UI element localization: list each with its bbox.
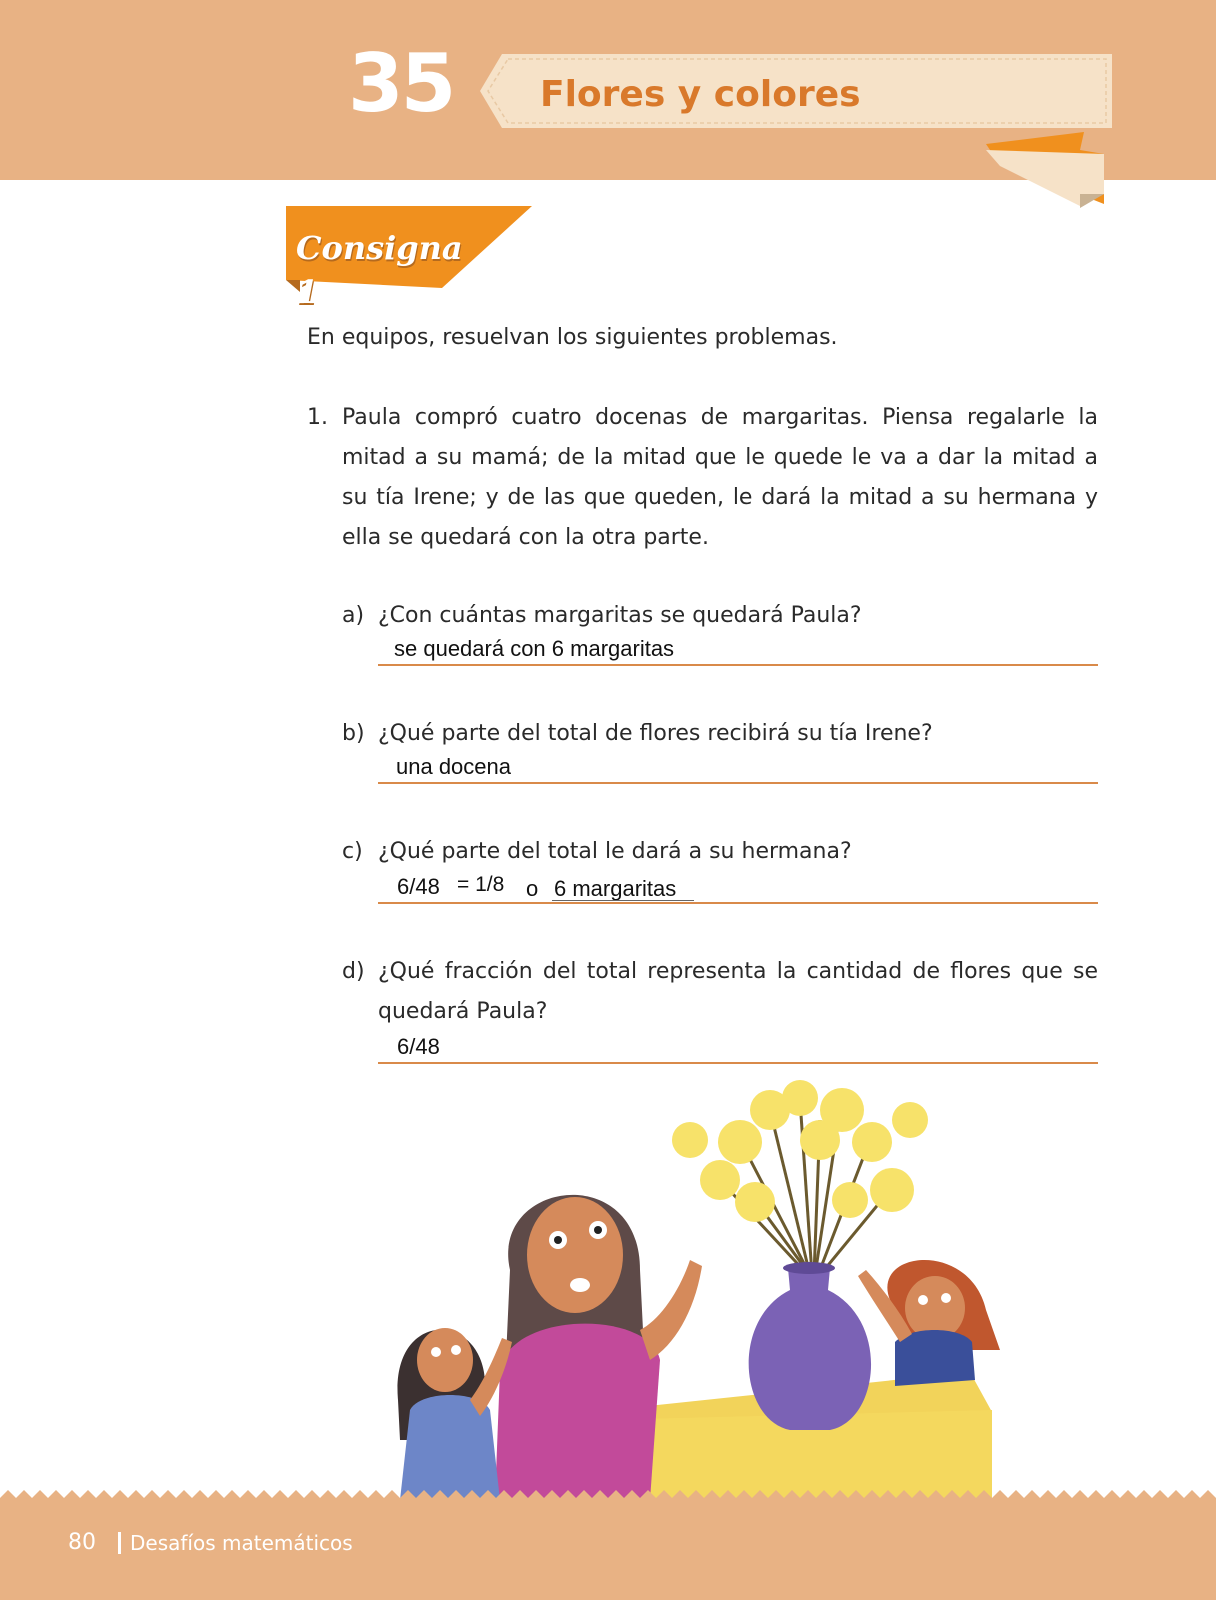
answer-c-count: 6 margaritas	[554, 876, 677, 901]
consigna-label: Consigna 1	[296, 229, 463, 311]
question-text-a: ¿Con cuántas margaritas se quedará Paula?	[378, 603, 862, 628]
question-text-c: ¿Qué parte del total le dará a su hermana?	[378, 839, 852, 864]
question-letter-b: b)	[342, 721, 365, 746]
lesson-number: 35	[348, 37, 454, 130]
answer-d: 6/48	[397, 1034, 440, 1059]
answer-c-or: o	[526, 876, 539, 901]
question-text-b: ¿Qué parte del total de flores recibirá su tía Irene?	[378, 721, 933, 746]
lesson-title: Flores y colores	[540, 74, 861, 115]
footer-zigzag-edge	[0, 1490, 1216, 1504]
vase	[749, 1268, 871, 1430]
girl-left-face	[417, 1328, 473, 1392]
answer-c-underline	[552, 900, 694, 901]
answer-c-simplified: = 1/8	[457, 873, 505, 896]
answer-c-fraction: 6/48	[397, 874, 440, 899]
answer-line-d	[378, 1062, 1098, 1064]
girl-right-shirt	[895, 1330, 975, 1386]
question-text-d: ¿Qué fracción del total representa la cantidad de flores que se quedará Paula?	[378, 959, 1098, 1024]
mother-face	[527, 1197, 623, 1313]
instruction-text: En equipos, resuelvan los siguientes problemas.	[307, 325, 838, 350]
answer-line-b	[378, 782, 1098, 784]
answer-a: se quedará con 6 margaritas	[394, 636, 675, 661]
question-letter-c: c)	[342, 839, 363, 864]
family-flowers-illustration	[390, 1080, 1030, 1500]
problem-statement: Paula compró cuatro docenas de margaritas. Piensa regalarle la mitad a su mamá; de la mitad que le quede le va a dar la mitad a su tía Irene; y de las que queden, le dará la mitad a su hermana y ella se quedará con la otra parte.	[342, 405, 1098, 550]
answer-line-a	[378, 664, 1098, 666]
page-number: 80	[68, 1530, 96, 1555]
mother-dress	[495, 1324, 660, 1500]
girl-left-dress	[400, 1395, 500, 1500]
problem-number: 1.	[307, 405, 328, 430]
answer-b: una docena	[396, 754, 511, 779]
question-letter-d: d)	[342, 959, 365, 984]
mother-arm	[640, 1260, 702, 1360]
question-letter-a: a)	[342, 603, 365, 628]
footer-separator	[118, 1532, 121, 1554]
daisy-flowers	[672, 1080, 928, 1222]
book-title: Desafíos matemáticos	[130, 1531, 353, 1555]
answer-line-c	[378, 902, 1098, 904]
